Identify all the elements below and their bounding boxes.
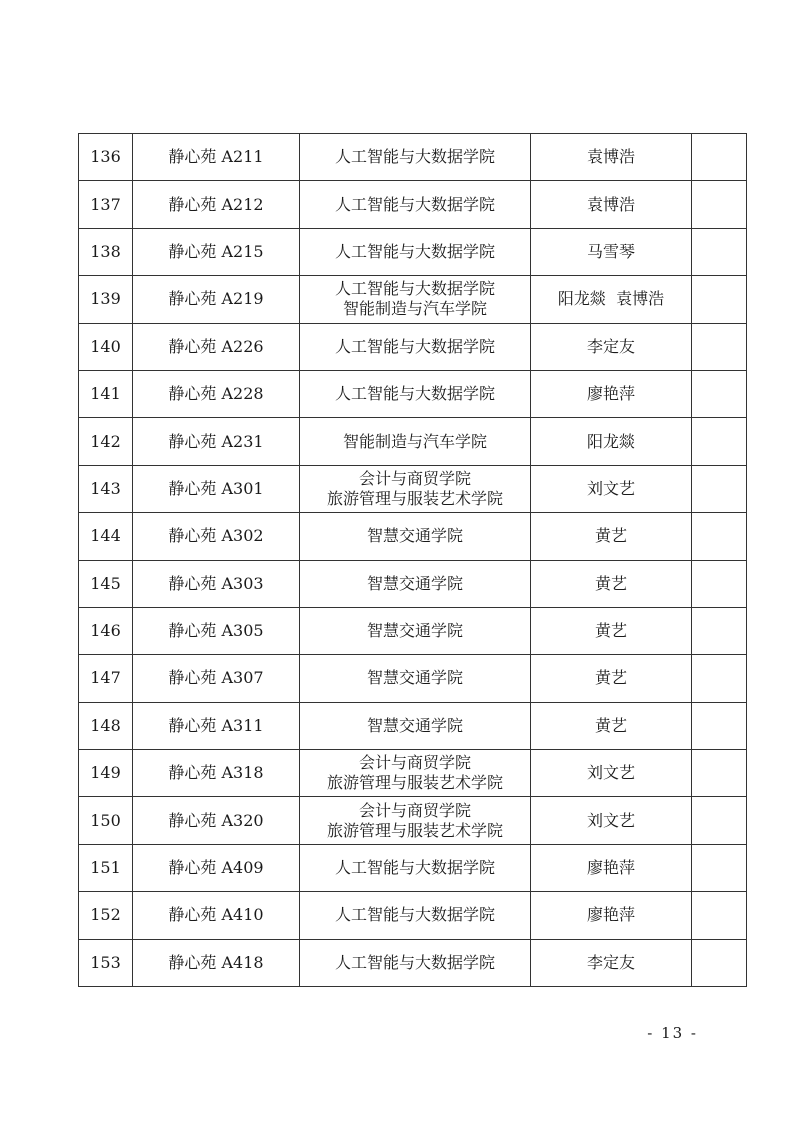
note-cell [692,939,747,986]
row-number-cell: 139 [79,276,133,323]
responsible-person-cell: 刘文艺 [531,465,692,512]
room-cell: 静心苑 A307 [133,655,300,702]
row-number-cell: 141 [79,370,133,417]
table-row [79,134,747,181]
room-cell: 静心苑 A311 [133,702,300,749]
note-cell [692,228,747,275]
note-cell [692,465,747,512]
college-name: 旅游管理与服装艺术学院 [326,773,503,793]
row-number-cell: 137 [79,181,133,228]
college-name: 旅游管理与服装艺术学院 [326,820,503,840]
table-row [79,939,747,986]
college-cell [300,702,531,749]
table-row [79,892,747,939]
college-cell [300,939,531,986]
responsible-person-cell: 刘文艺 [531,797,692,844]
college-cell [300,513,531,560]
note-cell [692,323,747,370]
row-number-cell: 153 [79,939,133,986]
college-name: 人工智能与大数据学院 [334,147,495,167]
responsible-person-cell: 阳龙燚 袁博浩 [531,276,692,323]
responsible-person-cell: 李定友 [531,939,692,986]
note-cell [692,276,747,323]
college-name: 人工智能与大数据学院 [334,194,495,214]
college-name: 人工智能与大数据学院 [334,905,495,925]
row-number-cell: 144 [79,513,133,560]
table-body [79,134,747,987]
college-cell [300,465,531,512]
note-cell [692,181,747,228]
room-cell: 静心苑 A212 [133,181,300,228]
college-cell [300,892,531,939]
responsible-person-cell: 袁博浩 [531,181,692,228]
note-cell [692,655,747,702]
college-cell [300,370,531,417]
room-cell: 静心苑 A418 [133,939,300,986]
college-name: 旅游管理与服装艺术学院 [326,488,503,508]
room-cell: 静心苑 A231 [133,418,300,465]
note-cell [692,607,747,654]
note-cell [692,370,747,417]
college-name: 智慧交通学院 [366,573,463,593]
college-cell [300,655,531,702]
college-name: 智能制造与汽车学院 [342,299,487,319]
row-number-cell: 136 [79,134,133,181]
responsible-person-cell: 廖艳萍 [531,844,692,891]
row-number-cell: 152 [79,892,133,939]
table-row [79,513,747,560]
row-number-cell: 145 [79,560,133,607]
responsible-person-cell: 马雪琴 [531,228,692,275]
note-cell [692,418,747,465]
room-cell: 静心苑 A301 [133,465,300,512]
note-cell [692,134,747,181]
row-number-cell: 151 [79,844,133,891]
room-cell: 静心苑 A215 [133,228,300,275]
responsible-person-cell: 黄艺 [531,560,692,607]
table-row [79,844,747,891]
room-cell: 静心苑 A228 [133,370,300,417]
responsible-person-cell: 廖艳萍 [531,892,692,939]
college-cell [300,560,531,607]
row-number-cell: 138 [79,228,133,275]
college-name: 人工智能与大数据学院 [334,241,495,261]
room-cell: 静心苑 A302 [133,513,300,560]
college-name: 智能制造与汽车学院 [342,431,487,451]
room-cell: 静心苑 A305 [133,607,300,654]
table-row [79,418,747,465]
college-name: 人工智能与大数据学院 [334,279,495,299]
room-cell: 静心苑 A409 [133,844,300,891]
college-cell [300,418,531,465]
responsible-person-cell: 黄艺 [531,702,692,749]
table-row [79,181,747,228]
college-cell [300,276,531,323]
college-cell [300,228,531,275]
note-cell [692,892,747,939]
college-cell [300,134,531,181]
room-cell: 静心苑 A226 [133,323,300,370]
room-cell: 静心苑 A219 [133,276,300,323]
table-row [79,560,747,607]
dormitory-assignment-table [78,133,747,987]
row-number-cell: 146 [79,607,133,654]
table-row [79,702,747,749]
responsible-person-cell: 黄艺 [531,607,692,654]
college-name: 人工智能与大数据学院 [334,336,495,356]
note-cell [692,797,747,844]
table-row [79,750,747,797]
college-cell [300,181,531,228]
table-row [79,655,747,702]
note-cell [692,702,747,749]
room-cell: 静心苑 A320 [133,797,300,844]
responsible-person-cell: 袁博浩 [531,134,692,181]
responsible-person-cell: 阳龙燚 [531,418,692,465]
college-name: 会计与商贸学院 [358,753,471,773]
table-row [79,797,747,844]
college-cell [300,844,531,891]
row-number-cell: 150 [79,797,133,844]
table-row [79,465,747,512]
room-cell: 静心苑 A211 [133,134,300,181]
college-name: 智慧交通学院 [366,668,463,688]
note-cell [692,513,747,560]
responsible-person-cell: 黄艺 [531,513,692,560]
room-cell: 静心苑 A318 [133,750,300,797]
table-row [79,276,747,323]
college-name: 人工智能与大数据学院 [334,384,495,404]
responsible-person-cell: 刘文艺 [531,750,692,797]
row-number-cell: 142 [79,418,133,465]
college-cell [300,323,531,370]
row-number-cell: 140 [79,323,133,370]
responsible-person-cell: 黄艺 [531,655,692,702]
college-name: 会计与商贸学院 [358,800,471,820]
college-cell [300,607,531,654]
responsible-person-cell: 廖艳萍 [531,370,692,417]
page-number: - 13 - [647,1024,698,1042]
room-cell: 静心苑 A410 [133,892,300,939]
college-cell [300,750,531,797]
college-name: 人工智能与大数据学院 [334,858,495,878]
row-number-cell: 147 [79,655,133,702]
table-row [79,370,747,417]
responsible-person-cell: 李定友 [531,323,692,370]
room-cell: 静心苑 A303 [133,560,300,607]
row-number-cell: 148 [79,702,133,749]
note-cell [692,844,747,891]
note-cell [692,750,747,797]
row-number-cell: 149 [79,750,133,797]
row-number-cell: 143 [79,465,133,512]
table-row [79,323,747,370]
college-cell [300,797,531,844]
college-name: 会计与商贸学院 [358,468,471,488]
college-name: 智慧交通学院 [366,526,463,546]
table-row [79,607,747,654]
note-cell [692,560,747,607]
college-name: 智慧交通学院 [366,621,463,641]
table-row [79,228,747,275]
college-name: 人工智能与大数据学院 [334,952,495,972]
college-name: 智慧交通学院 [366,715,463,735]
